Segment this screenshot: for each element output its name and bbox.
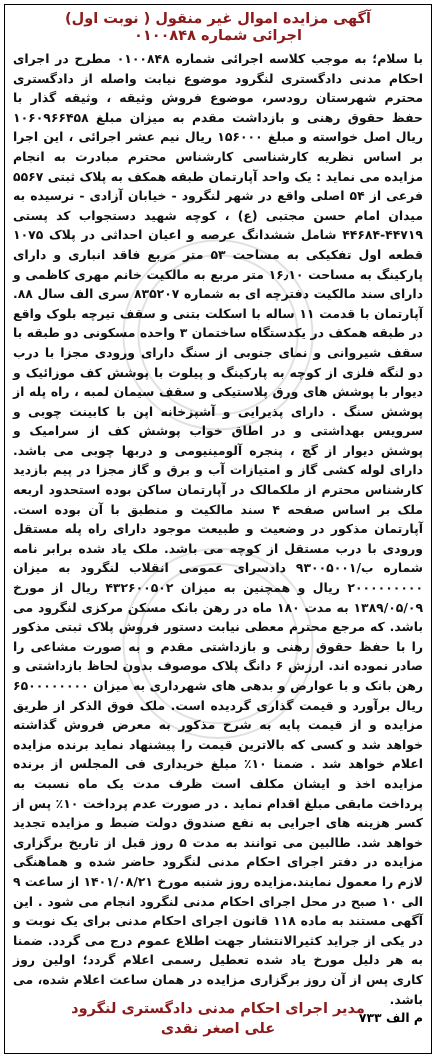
auction-notice	[4, 4, 432, 1054]
notice-subtitle: اجرائی شماره ۰۱۰۰۸۴۸	[134, 28, 302, 44]
signature-name: علی اصغر نقدی	[160, 1021, 276, 1037]
notice-header	[5, 5, 431, 45]
notice-body: با سلام؛ به موجب کلاسه اجرائی شماره ۰۱۰۰۸۴۸ مطرح در اجرای احکام مدنی دادگستری لنگرود موضوع نیابت واصله از دادگستری محترم شهرستان رودسر، موضوع فروش وثیقه ، وثیقه گذار با حفظ حقوق رهنی و بازداشت مقدم به میزان مبلغ ۱۰۶۰۹۶۶۴۵۸ ریال اصل خواسته و مبلغ ۱۵۶۰۰۰ ریال نیم عشر اجرائی ، این اجرا بر اساس نظریه کارشناسی کارشناس محترم مبادرت به انجام مزایده می نماید : یک واحد آپارتمان طبقه همکف به پلاک ثبتی ۵۵۶۷ فرعی از ۵۴ اصلی واقع در شهر لنگرود - خیابان آزادی - نرسیده به میدان امام حسن مجتبی (ع) ، کوچه شهید دستجواب کد پستی ۴۴۷۱۹-۴۴۶۸۴ شامل ششدانگ عرصه و اعیان احداثی در پلاک ۱۰۷۵ قطعه اول تفکیکی به مساحت ۵۳ متر مربع فاقد انباری و دارای پارکینگ به مساحت ۱۶٫۱۰ متر مربع به مالکیت خانم مهری کاظمی و دارای سند مالکیت دفترچه ای به شماره ۸۳۵۲۰۷ سری الف سال ۸۸. آپارتمان با قدمت ۱۱ ساله با اسکلت بتنی و سقف تیرچه بلوک واقع در طبقه همکف در یکدستگاه ساختمان ۳ واحده مسکونی دو طبقه با سقف شیروانی و نمای جنوبی از سنگ دارای ورودی مجزا با درب دو لنگه فلزی از کوچه به پارکینگ و پیلوت با پوشش کف موزائیک و دیوار با پوشش های ورق پلاستیکی و سقف سیمان لمبه ، راه پله از پوشش سنگ . دارای پذیرایی و آشپزخانه اپن با کابینت چوبی و سرویس بهداشتی و در اطاق خواب پوشش کف از سرامیک و پوشش دیوار از گچ ، پنجره آلومینیومی و دربها چوبی می باشد. دارای لوله کشی گاز و امتیازات آب و برق و گاز مجزا در پیم بازدید کارشناس محترم از ملکمالک در آپارتمان ساکن بوده استحدود اربعه ملک بر اساس صفحه ۴ سند مالکیت و منطبق با آن بوده است. آپارتمان مذکور در وضعیت و طبیعت موجود دارای راه پله مستقل ورودی با درب مستقل از کوچه می باشد. ملک یاد شده برابر نامه شماره ب/۹۳۰۰۵۰۰۱ دادسرای عمومی انقلاب لنگرود به میزان ۲۰۰۰۰۰۰۰۰۰ ریال و همچنین به میزان ۴۳۲۶۰۰۵۰۲ ریال از مورخ ۱۳۸۹/۰۵/۰۹ به مدت ۱۸۰ ماه در رهن بانک مسکن مرکزی لنگرود می باشد. که مرجع محترم معطی نیابت دستور فروش پلاک ثبتی مذکور را با حفظ حقوق رهنی و بازداشتی مقدم و به صورت مشاعی را صادر نموده اند. ارزش ۶ دانگ پلاک موصوف بدون لحاظ بازداشتی و رهن بانک و با عوارض و بدهی های شهرداری به میزان ۶۵۰۰۰۰۰۰۰۰ ریال برآورد و قیمت گذاری گردیده است. ملک فوق الذکر از طریق مزایده و از قیمت پایه به شرح مذکور به معرض فروش گذاشته خواهد شد و کسی که بالاترین قیمت را پیشنهاد نماید برنده مزایده اعلام خواهد شد . ضمنا ۱۰٪ مبلغ خریداری فی المجلس از برنده مزایده اخذ و ایشان مکلف است ظرف مدت یک ماه نسبت به پرداخت مابقی مبلغ اقدام نماید . در صورت عدم پرداخت ۱۰٪ پس از کسر هزینه های اجرایی به نفع صندوق دولت ضبط و مزایده تجدید خواهد شد. طالبین می توانند به مدت ۵ روز قبل از تاریخ برگزاری مزایده در دفتر اجرای احکام مدنی لنگرود حاضر شده و هماهنگی لازم را معمول نمایند.مزایده روز شنبه مورخ ۱۴۰۱/۰۸/۲۱ از ساعت ۹ الی ۱۰ صبح در محل اجرای احکام مدنی لنگرود انجام می شود . این آگهی مستند به ماده ۱۱۸ قانون اجرای احکام مدنی برای یک نوبت و در یکی از جراید کثیرالانتشار جهت اطلاع عموم درج می گردد. ضمنا به هر دلیل مورخ یاد شده تعطیل رسمی اعلام گردد؛ اولین روز کاری پس از آن روز برگزاری مزایده در همان ساعت اعلام شده، می باشد.	[13, 51, 424, 1007]
signature-title: مدیر اجرای احکام مدنی دادگستری لنگرود	[71, 1001, 365, 1017]
notice-ref-code: م الف ۷۳۳	[358, 1010, 423, 1026]
notice-signature	[5, 999, 431, 1039]
notice-title: آگهی مزایده اموال غیر منقول ( نوبت اول)	[65, 11, 371, 27]
